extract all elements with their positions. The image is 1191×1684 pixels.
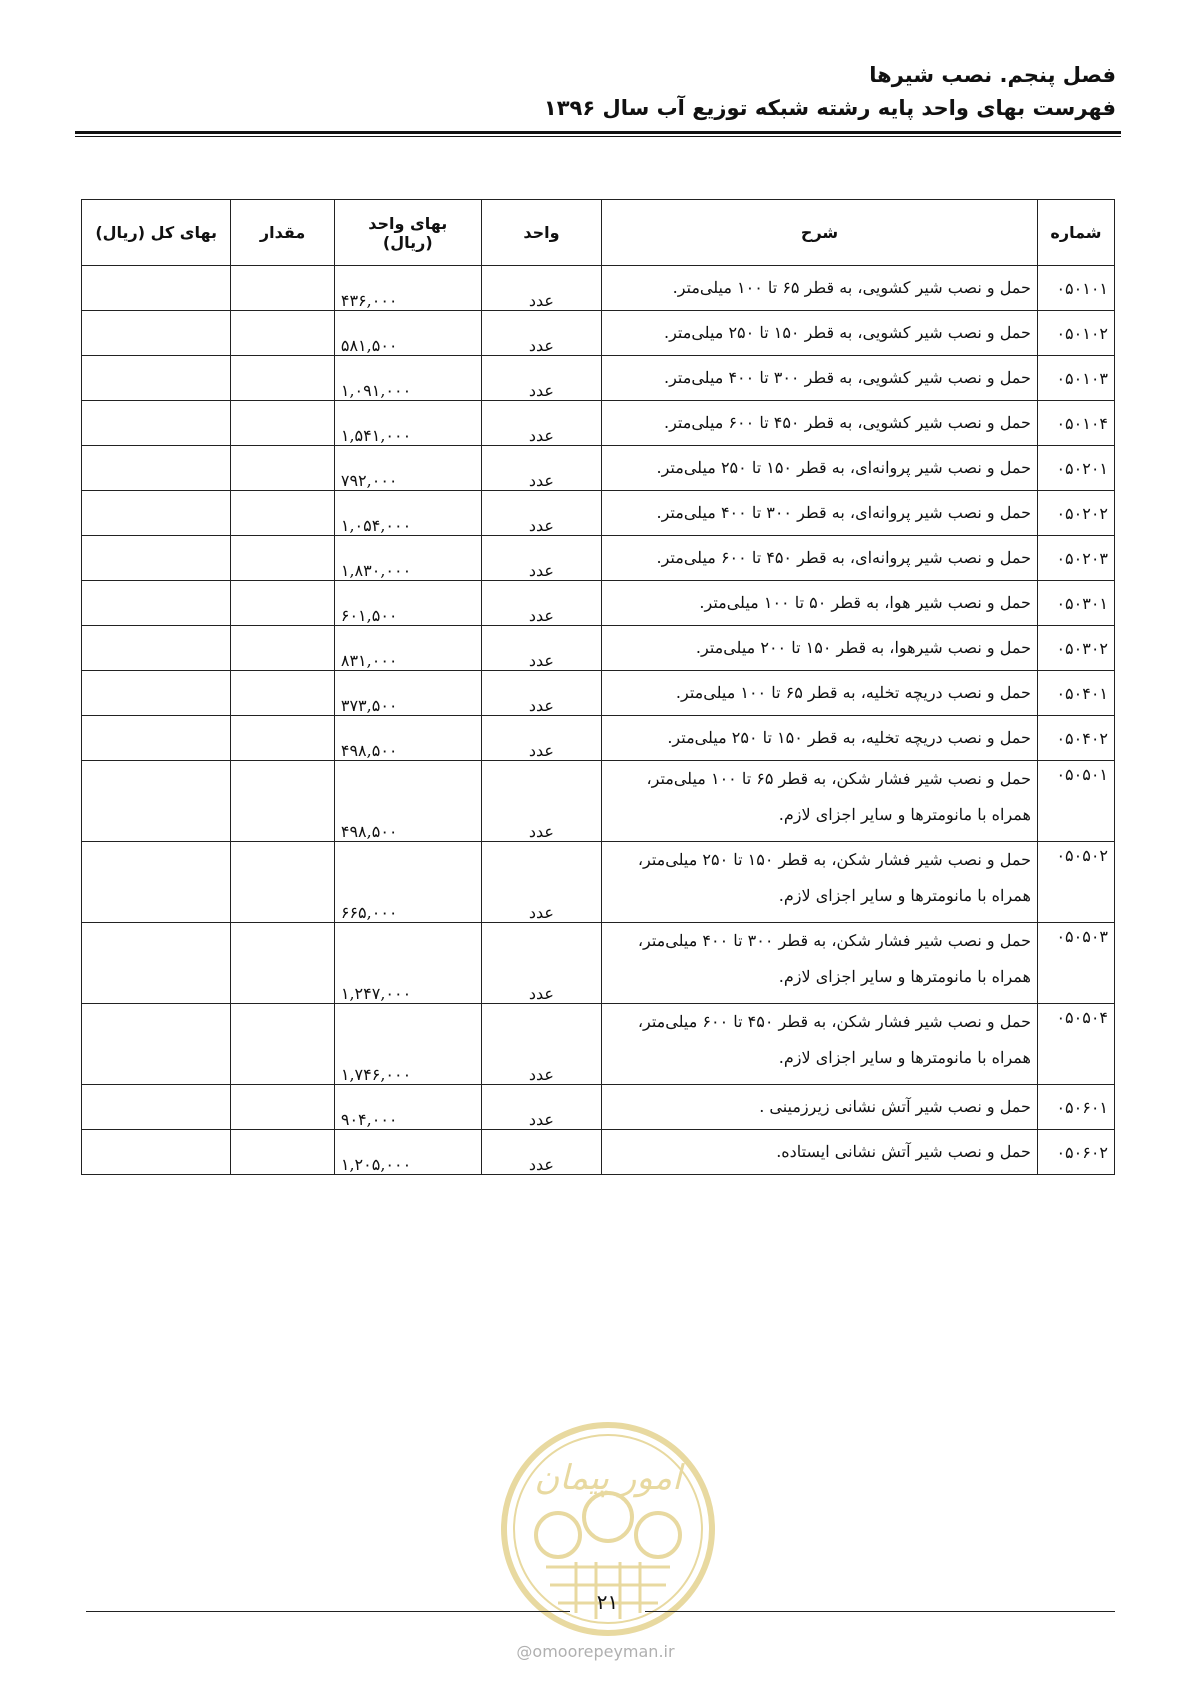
row-unit-price: ۸۳۱,۰۰۰ bbox=[334, 626, 481, 671]
row-quantity bbox=[231, 536, 335, 581]
col-header-qty: مقدار bbox=[231, 200, 335, 266]
row-unit: عدد bbox=[481, 626, 601, 671]
logo-text: امور پیمان bbox=[534, 1458, 682, 1498]
row-quantity bbox=[231, 761, 335, 842]
row-unit-price: ۵۸۱,۵۰۰ bbox=[334, 311, 481, 356]
row-description: حمل و نصب شیر پروانه‌ای، به قطر ۴۵۰ تا ۶۰۰ میلی‌متر. bbox=[602, 536, 1038, 581]
row-code: ۰۵۰۶۰۲ bbox=[1037, 1130, 1114, 1175]
row-description: حمل و نصب شیر کشویی، به قطر ۴۵۰ تا ۶۰۰ میلی‌متر. bbox=[602, 401, 1038, 446]
table-row bbox=[82, 923, 1115, 1004]
table-header-row bbox=[82, 200, 1115, 266]
row-quantity bbox=[231, 1004, 335, 1085]
row-unit-price: ۴۳۶,۰۰۰ bbox=[334, 266, 481, 311]
row-total bbox=[82, 671, 231, 716]
row-description: حمل و نصب دریچه تخلیه، به قطر ۶۵ تا ۱۰۰ میلی‌متر. bbox=[602, 671, 1038, 716]
row-unit-price: ۱,۰۹۱,۰۰۰ bbox=[334, 356, 481, 401]
row-code: ۰۵۰۴۰۲ bbox=[1037, 716, 1114, 761]
table-row bbox=[82, 356, 1115, 401]
row-description: حمل و نصب شیر آتش نشانی زیرزمینی . bbox=[602, 1085, 1038, 1130]
row-unit-price: ۳۷۳,۵۰۰ bbox=[334, 671, 481, 716]
row-code: ۰۵۰۱۰۴ bbox=[1037, 401, 1114, 446]
row-unit: عدد bbox=[481, 716, 601, 761]
table-row bbox=[82, 1004, 1115, 1085]
row-description: حمل و نصب شیر پروانه‌ای، به قطر ۱۵۰ تا ۲۵۰ میلی‌متر. bbox=[602, 446, 1038, 491]
row-quantity bbox=[231, 581, 335, 626]
row-quantity bbox=[231, 311, 335, 356]
col-header-desc: شرح bbox=[602, 200, 1038, 266]
row-code: ۰۵۰۵۰۴ bbox=[1037, 1004, 1114, 1085]
row-description: حمل و نصب شیر کشویی، به قطر ۱۵۰ تا ۲۵۰ میلی‌متر. bbox=[602, 311, 1038, 356]
row-description: حمل و نصب شیر فشار شکن، به قطر ۳۰۰ تا ۴۰۰ میلی‌متر، همراه با مانومترها و سایر اجزای لازم. bbox=[602, 923, 1038, 1004]
row-total bbox=[82, 716, 231, 761]
table-row bbox=[82, 446, 1115, 491]
row-description: حمل و نصب دریچه تخلیه، به قطر ۱۵۰ تا ۲۵۰ میلی‌متر. bbox=[602, 716, 1038, 761]
row-code: ۰۵۰۴۰۱ bbox=[1037, 671, 1114, 716]
header-rule-thin bbox=[75, 136, 1121, 137]
row-unit-price: ۶۰۱,۵۰۰ bbox=[334, 581, 481, 626]
row-description: حمل و نصب شیرهوا، به قطر ۱۵۰ تا ۲۰۰ میلی‌متر. bbox=[602, 626, 1038, 671]
row-code: ۰۵۰۱۰۱ bbox=[1037, 266, 1114, 311]
row-total bbox=[82, 1130, 231, 1175]
site-watermark: @omoorepeyman.ir bbox=[516, 1642, 675, 1661]
table-row bbox=[82, 491, 1115, 536]
row-code: ۰۵۰۱۰۲ bbox=[1037, 311, 1114, 356]
table-row bbox=[82, 842, 1115, 923]
row-description: حمل و نصب شیر پروانه‌ای، به قطر ۳۰۰ تا ۴۰۰ میلی‌متر. bbox=[602, 491, 1038, 536]
row-total bbox=[82, 842, 231, 923]
row-total bbox=[82, 356, 231, 401]
row-unit: عدد bbox=[481, 446, 601, 491]
row-total bbox=[82, 491, 231, 536]
row-code: ۰۵۰۵۰۳ bbox=[1037, 923, 1114, 1004]
row-total bbox=[82, 923, 231, 1004]
row-unit: عدد bbox=[481, 536, 601, 581]
row-quantity bbox=[231, 446, 335, 491]
row-quantity bbox=[231, 626, 335, 671]
footer-rule-right bbox=[645, 1611, 1115, 1612]
row-description: حمل و نصب شیر فشار شکن، به قطر ۶۵ تا ۱۰۰ میلی‌متر، همراه با مانومترها و سایر اجزای لازم. bbox=[602, 761, 1038, 842]
row-total bbox=[82, 446, 231, 491]
row-unit: عدد bbox=[481, 581, 601, 626]
row-unit: عدد bbox=[481, 1130, 601, 1175]
row-total bbox=[82, 1004, 231, 1085]
table-row bbox=[82, 671, 1115, 716]
footer-rule-left bbox=[86, 1611, 570, 1612]
row-unit: عدد bbox=[481, 842, 601, 923]
row-unit: عدد bbox=[481, 491, 601, 536]
row-description: حمل و نصب شیر کشویی، به قطر ۶۵ تا ۱۰۰ میلی‌متر. bbox=[602, 266, 1038, 311]
table-row bbox=[82, 716, 1115, 761]
row-unit: عدد bbox=[481, 266, 601, 311]
row-unit: عدد bbox=[481, 1004, 601, 1085]
row-unit-price: ۹۰۴,۰۰۰ bbox=[334, 1085, 481, 1130]
row-code: ۰۵۰۲۰۲ bbox=[1037, 491, 1114, 536]
table-row bbox=[82, 311, 1115, 356]
page-header bbox=[75, 58, 1116, 124]
table-row bbox=[82, 401, 1115, 446]
col-header-code: شماره bbox=[1037, 200, 1114, 266]
row-quantity bbox=[231, 1085, 335, 1130]
row-code: ۰۵۰۱۰۳ bbox=[1037, 356, 1114, 401]
row-total bbox=[82, 761, 231, 842]
row-total bbox=[82, 536, 231, 581]
price-table bbox=[81, 199, 1115, 1175]
row-code: ۰۵۰۶۰۱ bbox=[1037, 1085, 1114, 1130]
row-total bbox=[82, 401, 231, 446]
page-number: ۲۱ bbox=[596, 1590, 619, 1614]
row-description: حمل و نصب شیر هوا، به قطر ۵۰ تا ۱۰۰ میلی‌متر. bbox=[602, 581, 1038, 626]
row-unit: عدد bbox=[481, 311, 601, 356]
row-total bbox=[82, 626, 231, 671]
col-header-unit-price: بهای واحد (ریال) bbox=[334, 200, 481, 266]
row-quantity bbox=[231, 491, 335, 536]
row-description: حمل و نصب شیر فشار شکن، به قطر ۱۵۰ تا ۲۵۰ میلی‌متر، همراه با مانومترها و سایر اجزای لازم. bbox=[602, 842, 1038, 923]
row-unit-price: ۱,۷۴۶,۰۰۰ bbox=[334, 1004, 481, 1085]
row-unit: عدد bbox=[481, 401, 601, 446]
row-code: ۰۵۰۵۰۱ bbox=[1037, 761, 1114, 842]
row-unit: عدد bbox=[481, 356, 601, 401]
row-unit-price: ۷۹۲,۰۰۰ bbox=[334, 446, 481, 491]
row-quantity bbox=[231, 671, 335, 716]
row-description: حمل و نصب شیر آتش نشانی ایستاده. bbox=[602, 1130, 1038, 1175]
row-code: ۰۵۰۳۰۱ bbox=[1037, 581, 1114, 626]
row-quantity bbox=[231, 1130, 335, 1175]
row-unit-price: ۴۹۸,۵۰۰ bbox=[334, 761, 481, 842]
table-row bbox=[82, 626, 1115, 671]
document-title: فهرست بهای واحد پایه رشته شبکه توزیع آب سال ۱۳۹۶ bbox=[543, 96, 1116, 120]
row-quantity bbox=[231, 923, 335, 1004]
table-row bbox=[82, 761, 1115, 842]
row-quantity bbox=[231, 842, 335, 923]
row-code: ۰۵۰۳۰۲ bbox=[1037, 626, 1114, 671]
row-unit-price: ۴۹۸,۵۰۰ bbox=[334, 716, 481, 761]
row-total bbox=[82, 1085, 231, 1130]
row-unit-price: ۱,۵۴۱,۰۰۰ bbox=[334, 401, 481, 446]
col-header-unit: واحد bbox=[481, 200, 601, 266]
row-unit-price: ۱,۸۳۰,۰۰۰ bbox=[334, 536, 481, 581]
row-code: ۰۵۰۲۰۱ bbox=[1037, 446, 1114, 491]
row-unit: عدد bbox=[481, 923, 601, 1004]
row-quantity bbox=[231, 356, 335, 401]
table-row bbox=[82, 1085, 1115, 1130]
table-row bbox=[82, 1130, 1115, 1175]
row-unit-price: ۱,۲۴۷,۰۰۰ bbox=[334, 923, 481, 1004]
chapter-title: فصل پنجم. نصب شیرها bbox=[869, 63, 1116, 87]
row-code: ۰۵۰۵۰۲ bbox=[1037, 842, 1114, 923]
col-header-total: بهای کل (ریال) bbox=[82, 200, 231, 266]
row-description: حمل و نصب شیر کشویی، به قطر ۳۰۰ تا ۴۰۰ میلی‌متر. bbox=[602, 356, 1038, 401]
table-row bbox=[82, 581, 1115, 626]
table-row bbox=[82, 266, 1115, 311]
table-row bbox=[82, 536, 1115, 581]
row-total bbox=[82, 266, 231, 311]
row-quantity bbox=[231, 266, 335, 311]
row-description: حمل و نصب شیر فشار شکن، به قطر ۴۵۰ تا ۶۰۰ میلی‌متر، همراه با مانومترها و سایر اجزای لازم. bbox=[602, 1004, 1038, 1085]
row-unit: عدد bbox=[481, 671, 601, 716]
row-unit-price: ۱,۲۰۵,۰۰۰ bbox=[334, 1130, 481, 1175]
row-unit: عدد bbox=[481, 1085, 601, 1130]
header-rule-thick bbox=[75, 131, 1121, 134]
row-code: ۰۵۰۲۰۳ bbox=[1037, 536, 1114, 581]
row-unit-price: ۱,۰۵۴,۰۰۰ bbox=[334, 491, 481, 536]
row-unit-price: ۶۶۵,۰۰۰ bbox=[334, 842, 481, 923]
row-quantity bbox=[231, 401, 335, 446]
row-quantity bbox=[231, 716, 335, 761]
row-unit: عدد bbox=[481, 761, 601, 842]
row-total bbox=[82, 581, 231, 626]
row-total bbox=[82, 311, 231, 356]
